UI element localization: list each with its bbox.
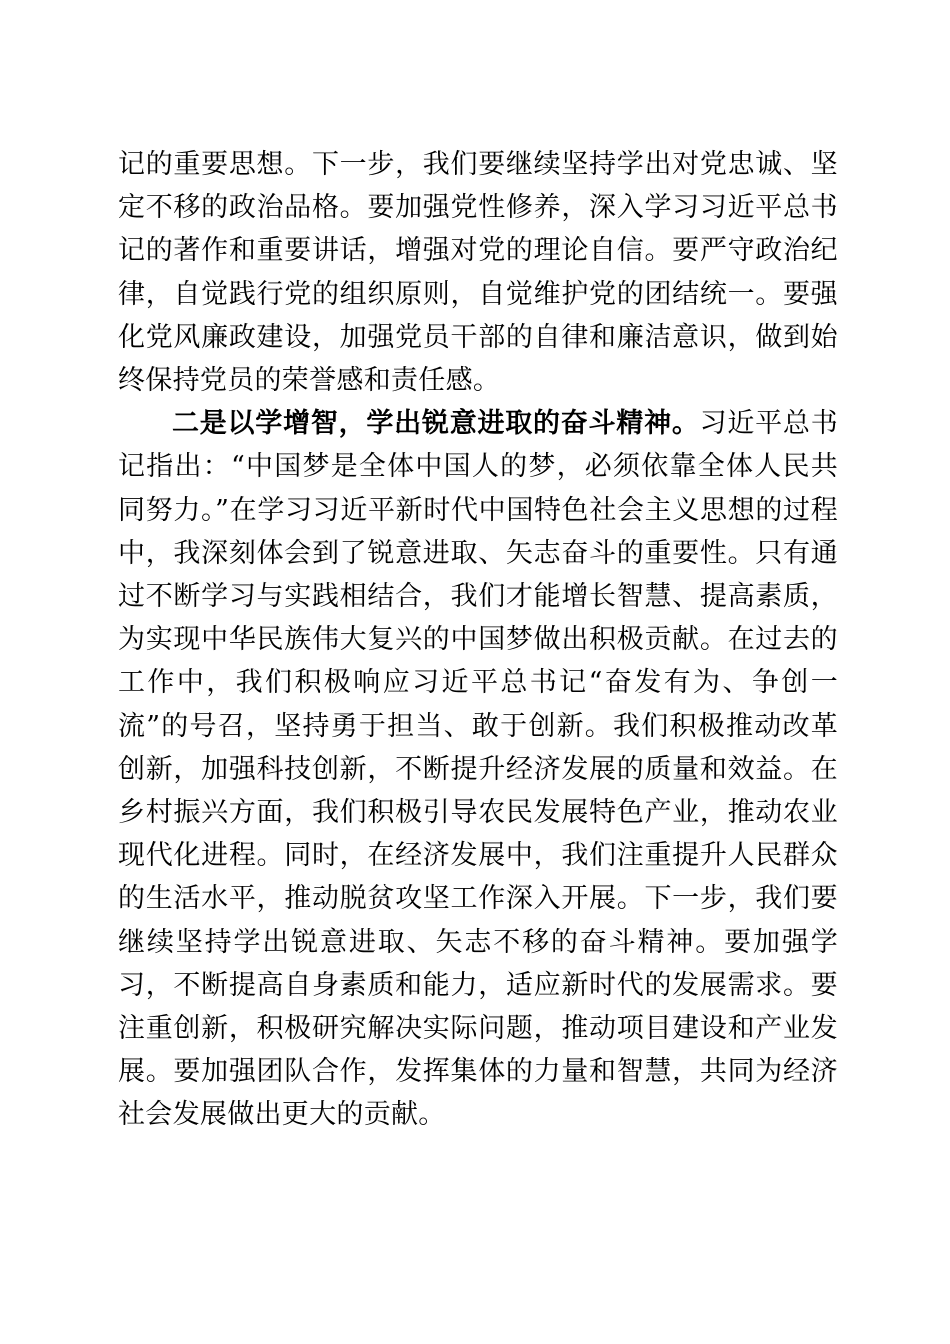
paragraph-second-point bbox=[118, 402, 838, 1136]
paragraph-heading: 二是以学增智，学出锐意进取的奋斗精神。 bbox=[172, 408, 700, 440]
document-body bbox=[118, 143, 838, 1137]
paragraph-text: 习近平总书记指出：“中国梦是全体中国人的梦，必须依靠全体人民共同努力。”在学习习近平新时代中国特色社会主义思想的过程中，我深刻体会到了锐意进取、矢志奋斗的重要性。只有通过不断学习与实践相结合，我们才能增长智慧、提高素质，为实现中华民族伟大复兴的中国梦做出积极贡献。在过去的工作中，我们积极响应习近平总书记“奋发有为、争创一流”的号召，坚持勇于担当、敢于创新。我们积极推动改革创新，加强科技创新，不断提升经济发展的质量和效益。在乡村振兴方面，我们积极引导农民发展特色产业，推动农业现代化进程。同时，在经济发展中，我们注重提升人民群众的生活水平，推动脱贫攻坚工作深入开展。下一步，我们要继续坚持学出锐意进取、矢志不移的奋斗精神。要加强学习，不断提高自身素质和能力，适应新时代的发展需求。要注重创新，积极研究解决实际问题，推动项目建设和产业发展。要加强团队合作，发挥集体的力量和智慧，共同为经济社会发展做出更大的贡献。 bbox=[118, 408, 839, 1131]
paragraph-continuation: 记的重要思想。下一步，我们要继续坚持学出对党忠诚、坚定不移的政治品格。要加强党性修养，深入学习习近平总书记的著作和重要讲话，增强对党的理论自信。要严守政治纪律，自觉践行党的组织原则，自觉维护党的团结统一。要强化党风廉政建设，加强党员干部的自律和廉洁意识，做到始终保持党员的荣誉感和责任感。 bbox=[118, 149, 838, 397]
